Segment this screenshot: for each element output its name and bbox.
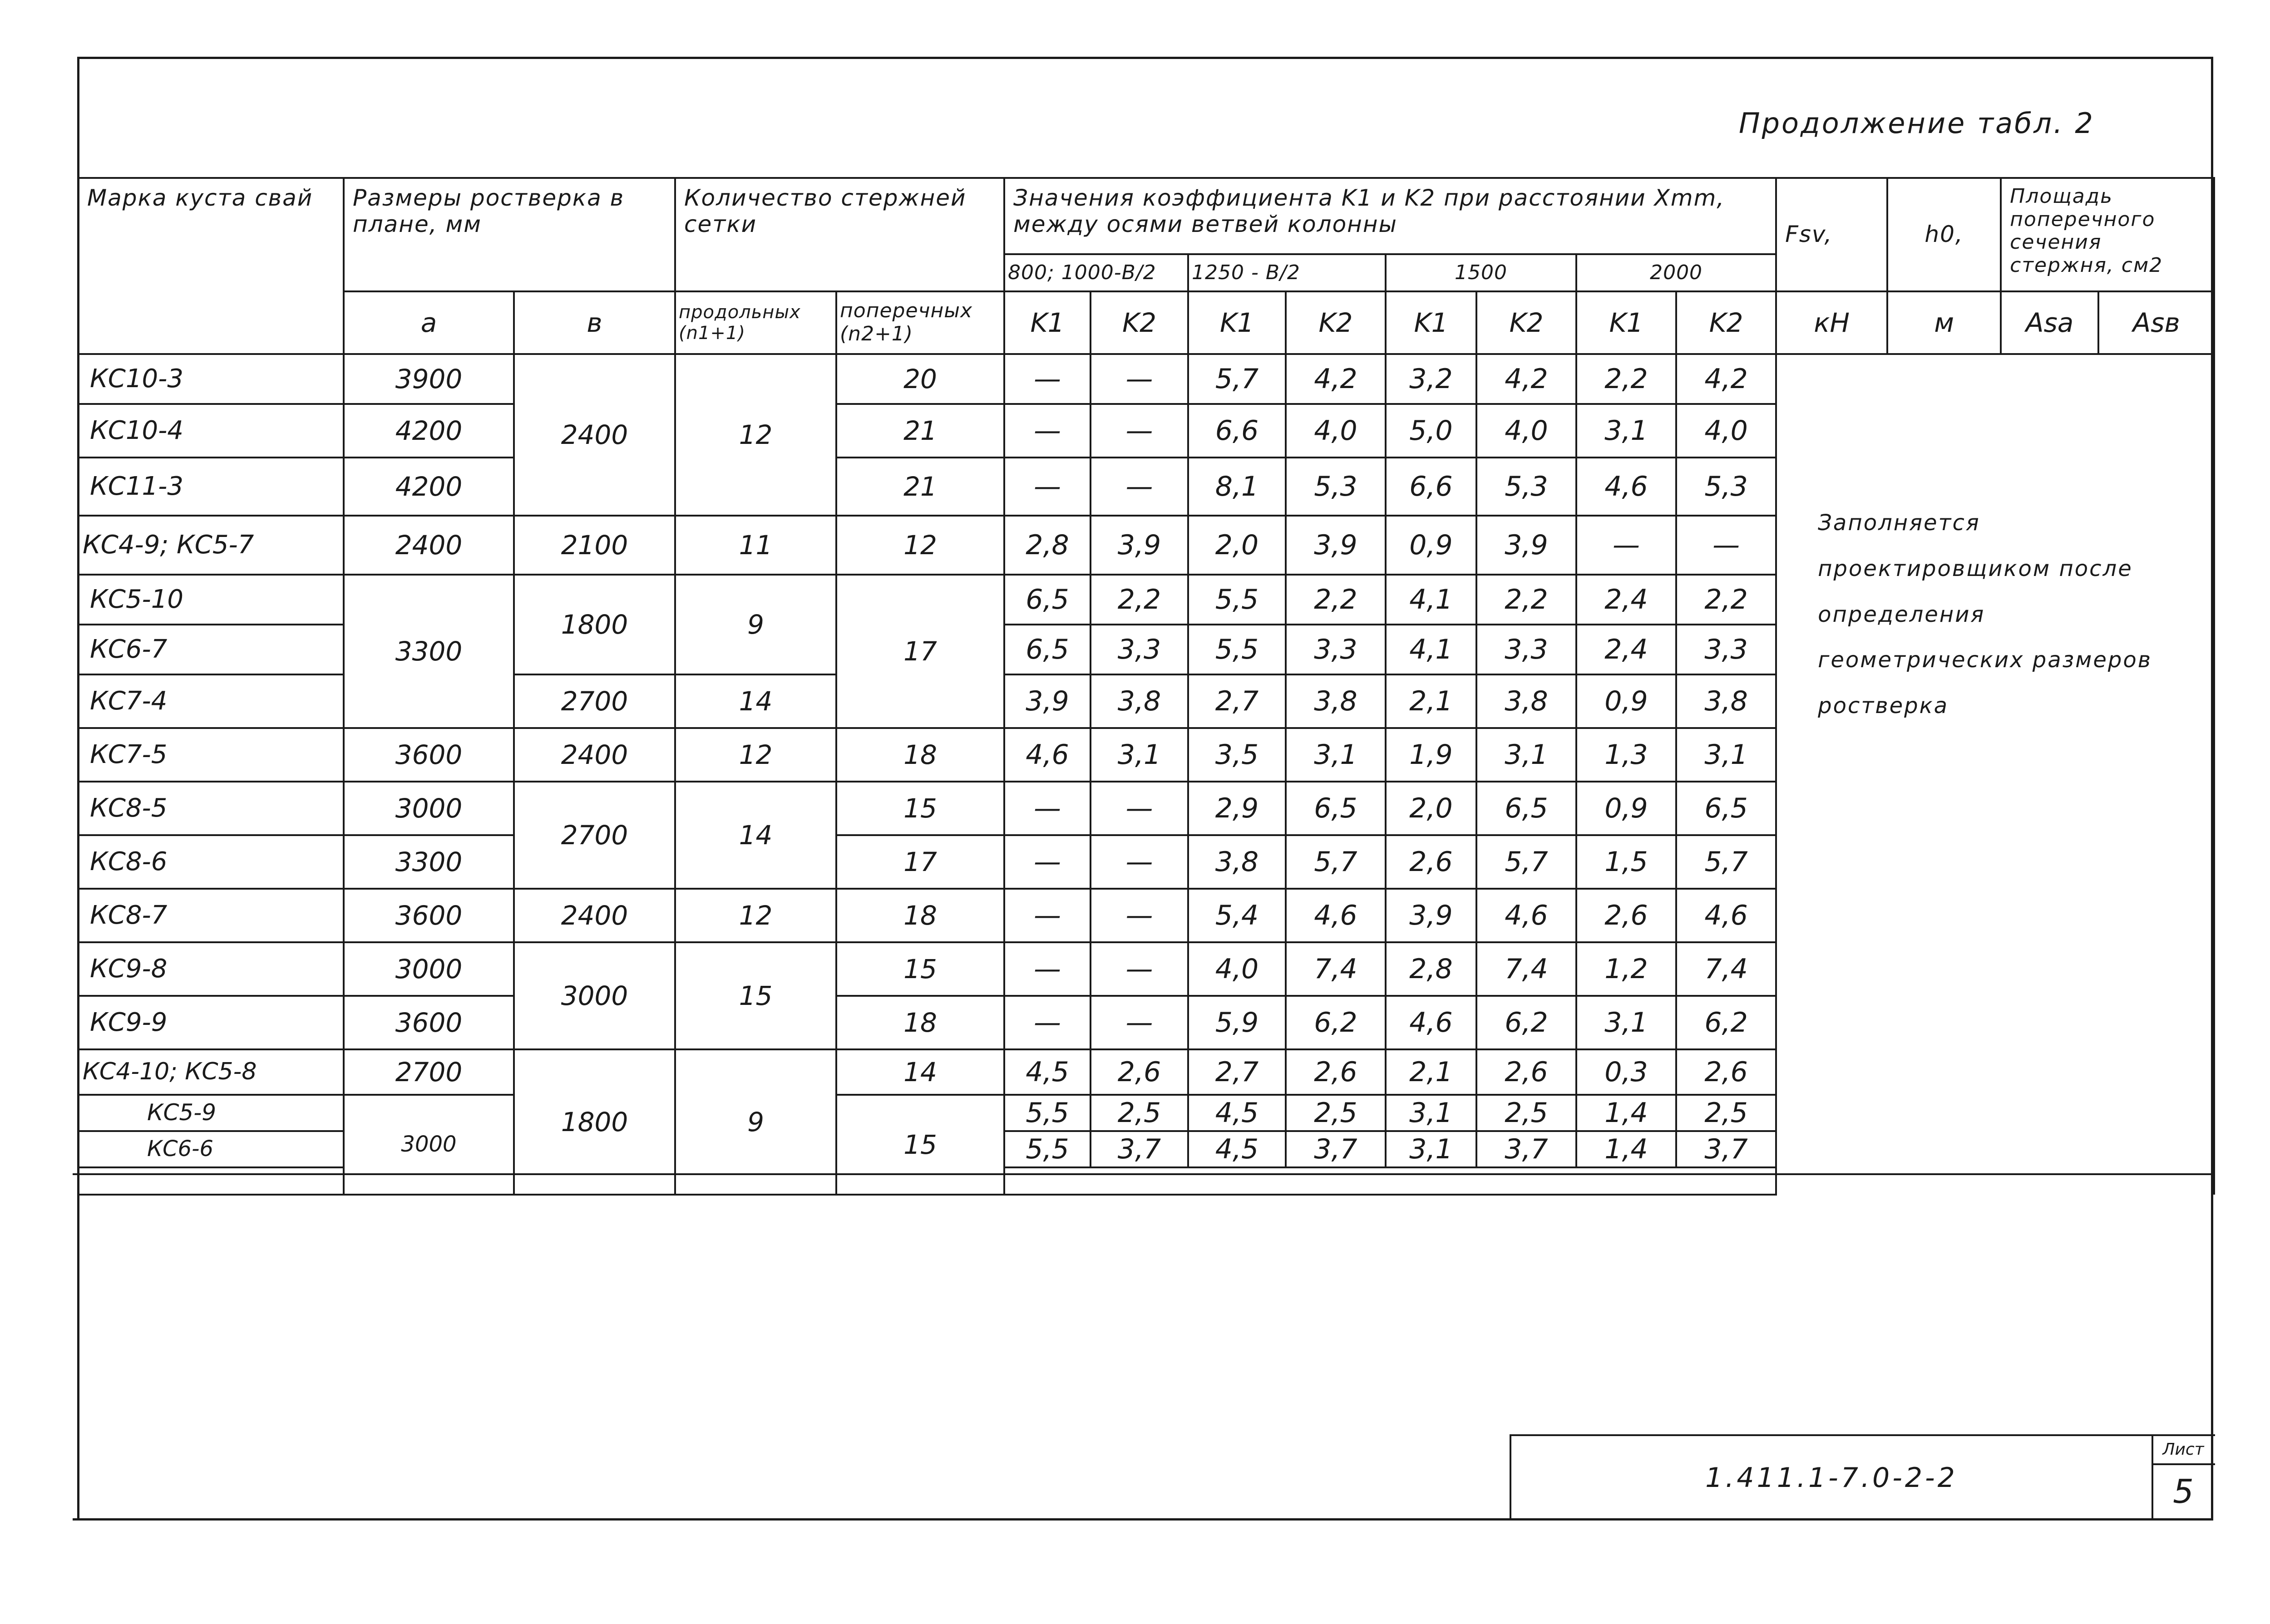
cell-k: 4,6 — [1286, 889, 1386, 942]
header-b: в — [514, 291, 675, 354]
cell-k: 3,8 — [1091, 674, 1188, 728]
header-a: а — [344, 291, 514, 354]
cell-k: — — [1091, 354, 1188, 404]
cell-k: 2,8 — [1004, 516, 1091, 575]
cell-n1: 11 — [675, 516, 836, 575]
cell-k: 0,3 — [1576, 1049, 1676, 1095]
cell-k: 3,8 — [1188, 835, 1286, 889]
cell-k: 2,0 — [1386, 782, 1476, 835]
cell-k: 5,5 — [1188, 625, 1286, 674]
cell-k: 3,9 — [1004, 674, 1091, 728]
header-asa: Asa — [2001, 291, 2098, 354]
cell-b: 2400 — [514, 354, 675, 516]
cell-k: 6,2 — [1476, 996, 1576, 1049]
cell-k: 3,3 — [1676, 625, 1776, 674]
cell-k: 2,2 — [1286, 575, 1386, 625]
cell-mark: КС7-5 — [78, 728, 344, 782]
cell-k: — — [1091, 889, 1188, 942]
cell-k: 3,8 — [1286, 674, 1386, 728]
cell-n2: 18 — [836, 889, 1004, 942]
sheet-number: 5 — [2173, 1472, 2194, 1511]
cell-k: 6,5 — [1004, 625, 1091, 674]
cell-k: 2,7 — [1188, 674, 1286, 728]
cell-b: 1800 — [514, 1049, 675, 1195]
cell-mark: КС5-9 — [78, 1095, 344, 1131]
cell-k: 3,1 — [1576, 996, 1676, 1049]
cell-n1: 12 — [675, 889, 836, 942]
cell-k: 0,9 — [1576, 782, 1676, 835]
cell-k: — — [1004, 835, 1091, 889]
cell-n2: 20 — [836, 354, 1004, 404]
cell-mark: КС5-10 — [78, 575, 344, 625]
cell-n1: 12 — [675, 354, 836, 516]
cell-k: 5,9 — [1188, 996, 1286, 1049]
cell-k: 4,0 — [1188, 942, 1286, 996]
cell-k: 2,5 — [1676, 1095, 1776, 1131]
cell-k: 2,9 — [1188, 782, 1286, 835]
cell-n2: 15 — [836, 942, 1004, 996]
cell-k: 3,9 — [1286, 516, 1386, 575]
cell-mark: КС9-9 — [78, 996, 344, 1049]
header-fsv-unit: кН — [1776, 291, 1887, 354]
cell-a: 3300 — [344, 575, 514, 728]
cell-mark: КС9-8 — [78, 942, 344, 996]
header-mark: Марка куста свай — [78, 178, 344, 354]
cell-n1: 12 — [675, 728, 836, 782]
header-dist-1250: 1250 - B/2 — [1188, 254, 1386, 291]
cell-k: 4,5 — [1188, 1095, 1286, 1131]
header-k1: K1 — [1004, 291, 1091, 354]
cell-a: 3600 — [344, 889, 514, 942]
cell-a: 3000 — [344, 782, 514, 835]
cell-a: 3900 — [344, 354, 514, 404]
cell-k: 3,8 — [1476, 674, 1576, 728]
header-h0: h0, — [1887, 178, 2001, 291]
cell-b: 2100 — [514, 516, 675, 575]
cell-k: 5,5 — [1188, 575, 1286, 625]
cell-k: 4,2 — [1286, 354, 1386, 404]
cell-k: 3,9 — [1476, 516, 1576, 575]
cell-n1: 9 — [675, 1049, 836, 1195]
cell-a: 2700 — [344, 1049, 514, 1095]
cell-mark: КС7-4 — [78, 674, 344, 728]
cell-k: 2,2 — [1476, 575, 1576, 625]
header-dist-2000: 2000 — [1576, 254, 1776, 291]
cell-n1: 14 — [675, 782, 836, 889]
cell-k: 2,6 — [1091, 1049, 1188, 1095]
cell-k: 3,3 — [1476, 625, 1576, 674]
cell-k: 4,6 — [1004, 728, 1091, 782]
cell-k: 7,4 — [1476, 942, 1576, 996]
cell-k: 7,4 — [1676, 942, 1776, 996]
cell-mark: КС11-3 — [78, 458, 344, 516]
header-k1: K1 — [1386, 291, 1476, 354]
spacer-cell — [78, 1167, 344, 1195]
cell-k: 4,5 — [1188, 1131, 1286, 1167]
cell-k: 4,0 — [1286, 404, 1386, 458]
cell-k: — — [1004, 996, 1091, 1049]
header-k1: K1 — [1188, 291, 1286, 354]
cell-k: 3,1 — [1476, 728, 1576, 782]
cell-k: 5,7 — [1676, 835, 1776, 889]
header-dimensions: Размеры ростверка в плане, мм — [344, 178, 675, 291]
cell-k: 8,1 — [1188, 458, 1286, 516]
cell-k: 2,6 — [1386, 835, 1476, 889]
cell-k: 3,7 — [1476, 1131, 1576, 1167]
cell-k: 3,1 — [1286, 728, 1386, 782]
cell-n2: 18 — [836, 728, 1004, 782]
cell-k: — — [1004, 404, 1091, 458]
cell-k: 2,6 — [1676, 1049, 1776, 1095]
cell-n1: 14 — [675, 674, 836, 728]
cell-k: 2,2 — [1576, 354, 1676, 404]
cell-mark: КС6-6 — [78, 1131, 344, 1167]
cell-k: 4,2 — [1676, 354, 1776, 404]
cell-k: 3,3 — [1286, 625, 1386, 674]
cell-k: 5,7 — [1188, 354, 1286, 404]
header-dist-800: 800; 1000-B/2 — [1004, 254, 1188, 291]
cell-a: 4200 — [344, 404, 514, 458]
cell-k: 1,5 — [1576, 835, 1676, 889]
header-bars-trans: поперечных (n2+1) — [836, 291, 1004, 354]
frame-top-line — [77, 57, 2213, 59]
table-row — [78, 354, 2214, 404]
header-k1: K1 — [1576, 291, 1676, 354]
header-dist-1500: 1500 — [1386, 254, 1576, 291]
cell-k: 5,0 — [1386, 404, 1476, 458]
cell-mark: КС8-5 — [78, 782, 344, 835]
cell-a: 3600 — [344, 728, 514, 782]
cell-n2: 15 — [836, 782, 1004, 835]
cell-k: 3,1 — [1386, 1095, 1476, 1131]
cell-mark: КС10-3 — [78, 354, 344, 404]
cell-b: 2400 — [514, 728, 675, 782]
cell-b: 2700 — [514, 674, 675, 728]
cell-k: 5,7 — [1286, 835, 1386, 889]
cell-k: — — [1091, 942, 1188, 996]
cell-k: 3,7 — [1286, 1131, 1386, 1167]
cell-k: 2,8 — [1386, 942, 1476, 996]
cell-k: 4,6 — [1386, 996, 1476, 1049]
cell-k: 0,9 — [1386, 516, 1476, 575]
cell-b: 2400 — [514, 889, 675, 942]
cell-mark: КС8-7 — [78, 889, 344, 942]
header-k2: K2 — [1286, 291, 1386, 354]
cell-k: 2,1 — [1386, 674, 1476, 728]
cell-k: 1,4 — [1576, 1095, 1676, 1131]
header-h0-unit: м — [1887, 291, 2001, 354]
cell-n2: 18 — [836, 996, 1004, 1049]
cell-k: 2,4 — [1576, 575, 1676, 625]
cell-k: — — [1004, 782, 1091, 835]
cell-k: — — [1091, 835, 1188, 889]
cell-k: 3,2 — [1386, 354, 1476, 404]
cell-mark: КС4-10; КС5-8 — [78, 1049, 344, 1095]
cell-k: 2,2 — [1676, 575, 1776, 625]
cell-a: 4200 — [344, 458, 514, 516]
cell-k: 2,6 — [1286, 1049, 1386, 1095]
cell-k: 2,6 — [1576, 889, 1676, 942]
cell-k: 1,4 — [1576, 1131, 1676, 1167]
cell-k: 5,5 — [1004, 1131, 1091, 1167]
cell-k: 2,7 — [1188, 1049, 1286, 1095]
cell-mark: КС6-7 — [78, 625, 344, 674]
cell-k: — — [1091, 782, 1188, 835]
cell-k: 6,2 — [1286, 996, 1386, 1049]
cell-k: — — [1091, 996, 1188, 1049]
cell-a: 3000 — [344, 942, 514, 996]
header-fsv: Fsv, — [1776, 178, 1887, 291]
cell-n2: 15 — [836, 1095, 1004, 1195]
header-asb: Asв — [2098, 291, 2214, 354]
cell-k: 3,7 — [1091, 1131, 1188, 1167]
cell-k: 5,3 — [1676, 458, 1776, 516]
cell-k: 5,3 — [1476, 458, 1576, 516]
cell-k: 1,2 — [1576, 942, 1676, 996]
cell-k: 5,7 — [1476, 835, 1576, 889]
fill-note: Заполняется проектировщиком после определения геометрических размеров ростверка — [1776, 354, 2214, 1195]
cell-n1: 15 — [675, 942, 836, 1049]
cell-k: — — [1091, 404, 1188, 458]
cell-k: 4,1 — [1386, 625, 1476, 674]
header-coefficients: Значения коэффициента K1 и K2 при расстоянии Xmm, между осями ветвей колонны — [1004, 178, 1776, 254]
cell-k: 6,2 — [1676, 996, 1776, 1049]
cell-k: 6,5 — [1476, 782, 1576, 835]
cell-k: 2,5 — [1091, 1095, 1188, 1131]
header-k2: K2 — [1676, 291, 1776, 354]
cell-k: 2,1 — [1386, 1049, 1476, 1095]
cell-k: 2,6 — [1476, 1049, 1576, 1095]
header-bars: Количество стержней сетки — [675, 178, 1004, 291]
cell-k: 5,4 — [1188, 889, 1286, 942]
spacer-cell — [1004, 1167, 1776, 1195]
cell-n2: 21 — [836, 458, 1004, 516]
cell-mark: КС4-9; КС5-7 — [78, 516, 344, 575]
cell-k: — — [1676, 516, 1776, 575]
cell-n2: 14 — [836, 1049, 1004, 1095]
cell-n2: 17 — [836, 575, 1004, 728]
cell-k: 3,9 — [1091, 516, 1188, 575]
cell-k: 6,5 — [1286, 782, 1386, 835]
cell-n2: 21 — [836, 404, 1004, 458]
cell-k: 4,5 — [1004, 1049, 1091, 1095]
header-area: Площадь поперечного сечения стержня, см2 — [2001, 178, 2214, 291]
document-code: 1.411.1-7.0-2-2 — [1511, 1436, 2153, 1520]
header-k2: K2 — [1091, 291, 1188, 354]
cell-k: — — [1004, 942, 1091, 996]
cell-n2: 12 — [836, 516, 1004, 575]
cell-k: — — [1004, 458, 1091, 516]
cell-n1: 9 — [675, 575, 836, 674]
cell-b: 3000 — [514, 942, 675, 1049]
continuation-title: Продолжение табл. 2 — [1739, 107, 2095, 140]
cell-k: 1,9 — [1386, 728, 1476, 782]
cell-k: 6,6 — [1188, 404, 1286, 458]
cell-k: 0,9 — [1576, 674, 1676, 728]
cell-mark: КС10-4 — [78, 404, 344, 458]
data-table — [77, 177, 2215, 1196]
cell-k: 2,4 — [1576, 625, 1676, 674]
cell-k: 3,1 — [1576, 404, 1676, 458]
title-stamp — [1510, 1434, 2215, 1520]
cell-k: 2,5 — [1286, 1095, 1386, 1131]
header-k2: K2 — [1476, 291, 1576, 354]
cell-k: 6,5 — [1004, 575, 1091, 625]
cell-k: 2,0 — [1188, 516, 1286, 575]
cell-k: 5,3 — [1286, 458, 1386, 516]
cell-k: 4,2 — [1476, 354, 1576, 404]
cell-k: 6,5 — [1676, 782, 1776, 835]
sheet-label: Лист — [2152, 1436, 2215, 1465]
cell-k: — — [1091, 458, 1188, 516]
cell-k: 4,0 — [1676, 404, 1776, 458]
cell-k: 4,0 — [1476, 404, 1576, 458]
cell-b: 2700 — [514, 782, 675, 889]
cell-k: 7,4 — [1286, 942, 1386, 996]
cell-mark: КС8-6 — [78, 835, 344, 889]
header-bars-long: продольных (n1+1) — [675, 291, 836, 354]
cell-a: 2400 — [344, 516, 514, 575]
cell-k: 4,6 — [1576, 458, 1676, 516]
cell-a: 3600 — [344, 996, 514, 1049]
cell-n2: 17 — [836, 835, 1004, 889]
cell-k: 3,9 — [1386, 889, 1476, 942]
cell-k: 4,1 — [1386, 575, 1476, 625]
cell-k: 2,2 — [1091, 575, 1188, 625]
cell-k: — — [1004, 889, 1091, 942]
cell-k: 2,5 — [1476, 1095, 1576, 1131]
cell-k: 4,6 — [1676, 889, 1776, 942]
cell-k: 3,8 — [1676, 674, 1776, 728]
cell-k: 3,1 — [1386, 1131, 1476, 1167]
cell-k: 3,1 — [1676, 728, 1776, 782]
cell-a: 3300 — [344, 835, 514, 889]
cell-k: — — [1576, 516, 1676, 575]
cell-k: 3,5 — [1188, 728, 1286, 782]
cell-k: 3,1 — [1091, 728, 1188, 782]
cell-a: 3000 — [344, 1095, 514, 1195]
cell-k: 4,6 — [1476, 889, 1576, 942]
cell-k: 3,3 — [1091, 625, 1188, 674]
cell-k: 3,7 — [1676, 1131, 1776, 1167]
cell-b: 1800 — [514, 575, 675, 674]
cell-k: 6,6 — [1386, 458, 1476, 516]
cell-k: 1,3 — [1576, 728, 1676, 782]
cell-k: — — [1004, 354, 1091, 404]
cell-k: 5,5 — [1004, 1095, 1091, 1131]
